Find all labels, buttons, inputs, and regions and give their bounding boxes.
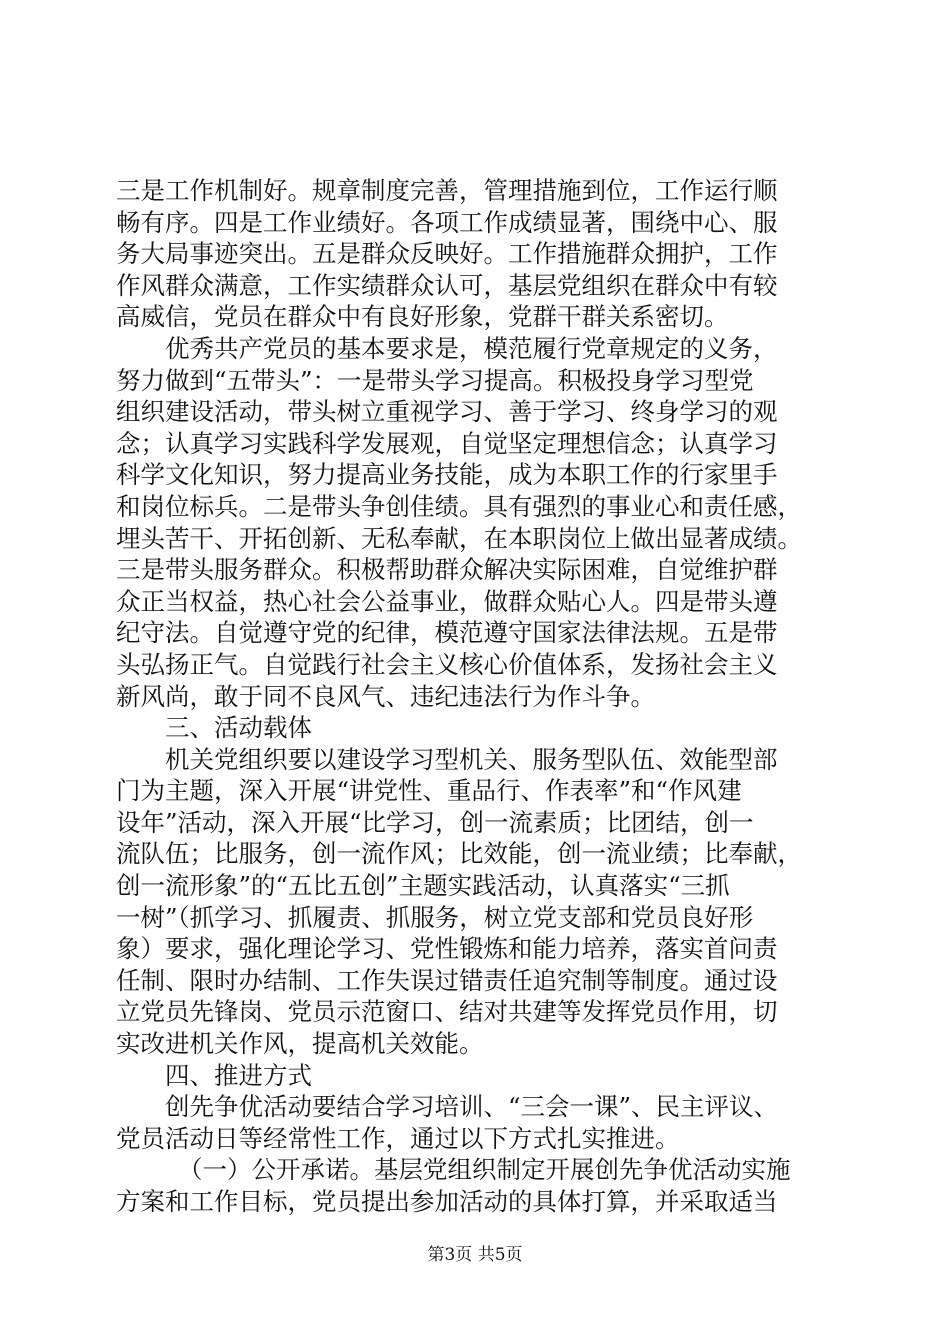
text-line: 务大局事迹突出。五是群众反映好。工作措施群众拥护，工作	[116, 239, 778, 269]
text-line: 新风尚，敢于同不良风气、违纪违法行为作斗争。	[116, 681, 655, 711]
text-line: 科学文化知识，努力提高业务技能，成为本职工作的行家里手	[116, 460, 778, 490]
text-line: 四、推进方式	[165, 1060, 312, 1090]
text-line: 任制、限时办结制、工作失误过错责任追究制等制度。通过设	[116, 965, 778, 995]
text-line: 三、活动载体	[165, 713, 312, 743]
text-line: 方案和工作目标，党员提出参加活动的具体打算，并采取适当	[116, 1187, 778, 1216]
text-line: 优秀共产党员的基本要求是，模范履行党章规定的义务，	[165, 333, 778, 363]
text-line: 实改进机关作风，提高机关效能。	[116, 1029, 484, 1059]
text-line: 门为主题，深入开展“讲党性、重品行、作表率”和“作风建	[116, 776, 742, 806]
text-line: 纪守法。自觉遵守党的纪律，模范遵守国家法律法规。五是带	[116, 618, 778, 648]
text-line: 三是带头服务群众。积极帮助群众解决实际困难，自觉维护群	[116, 555, 778, 585]
page-footer: 第3页 共5页	[427, 1245, 523, 1265]
text-line: 高威信，党员在群众中有良好形象，党群干群关系密切。	[116, 302, 729, 332]
text-line: 机关党组织要以建设学习型机关、服务型队伍、效能型部	[165, 744, 778, 774]
text-line: 组织建设活动，带头树立重视学习、善于学习、终身学习的观	[116, 397, 778, 427]
text-line: （一）公开承诺。基层党组织制定开展创先争优活动实施	[178, 1155, 791, 1185]
text-line: 畅有序。四是工作业绩好。各项工作成绩显著，围绕中心、服	[116, 207, 778, 237]
text-line: 和岗位标兵。二是带头争创佳绩。具有强烈的事业心和责任感，	[116, 491, 802, 521]
text-line: 头弘扬正气。自觉践行社会主义核心价值体系，发扬社会主义	[116, 649, 778, 679]
text-line: 作风群众满意，工作实绩群众认可，基层党组织在群众中有较	[116, 270, 778, 300]
text-line: 流队伍；比服务，创一流作风；比效能，创一流业绩；比奉献，	[116, 839, 802, 869]
document-body	[116, 175, 832, 1218]
text-line: 设年”活动，深入开展“比学习，创一流素质；比团结，创一	[116, 807, 754, 837]
text-line: 一树”（抓学习、抓履责、抓服务，树立党支部和党员良好形	[116, 902, 754, 932]
text-line: 立党员先锋岗、党员示范窗口、结对共建等发挥党员作用，切	[116, 997, 778, 1027]
text-line: 党员活动日等经常性工作，通过以下方式扎实推进。	[116, 1123, 680, 1153]
text-line: 创一流形象”的“五比五创”主题实践活动，认真落实“三抓	[116, 871, 730, 901]
text-line: 埋头苦干、开拓创新、无私奉献，在本职岗位上做出显著成绩。	[116, 523, 802, 553]
text-line: 众正当权益，热心社会公益事业，做群众贴心人。四是带头遵	[116, 586, 778, 616]
text-line: 创先争优活动要结合学习培训、“三会一课”、民主评议、	[165, 1092, 779, 1122]
text-line: 努力做到“五带头”：一是带头学习提高。积极投身学习型党	[116, 365, 754, 395]
text-line: 象）要求，强化理论学习、党性锻炼和能力培养，落实首问责	[116, 934, 778, 964]
text-line: 三是工作机制好。规章制度完善，管理措施到位，工作运行顺	[116, 176, 778, 205]
text-line: 念；认真学习实践科学发展观，自觉坚定理想信念；认真学习	[116, 428, 778, 458]
